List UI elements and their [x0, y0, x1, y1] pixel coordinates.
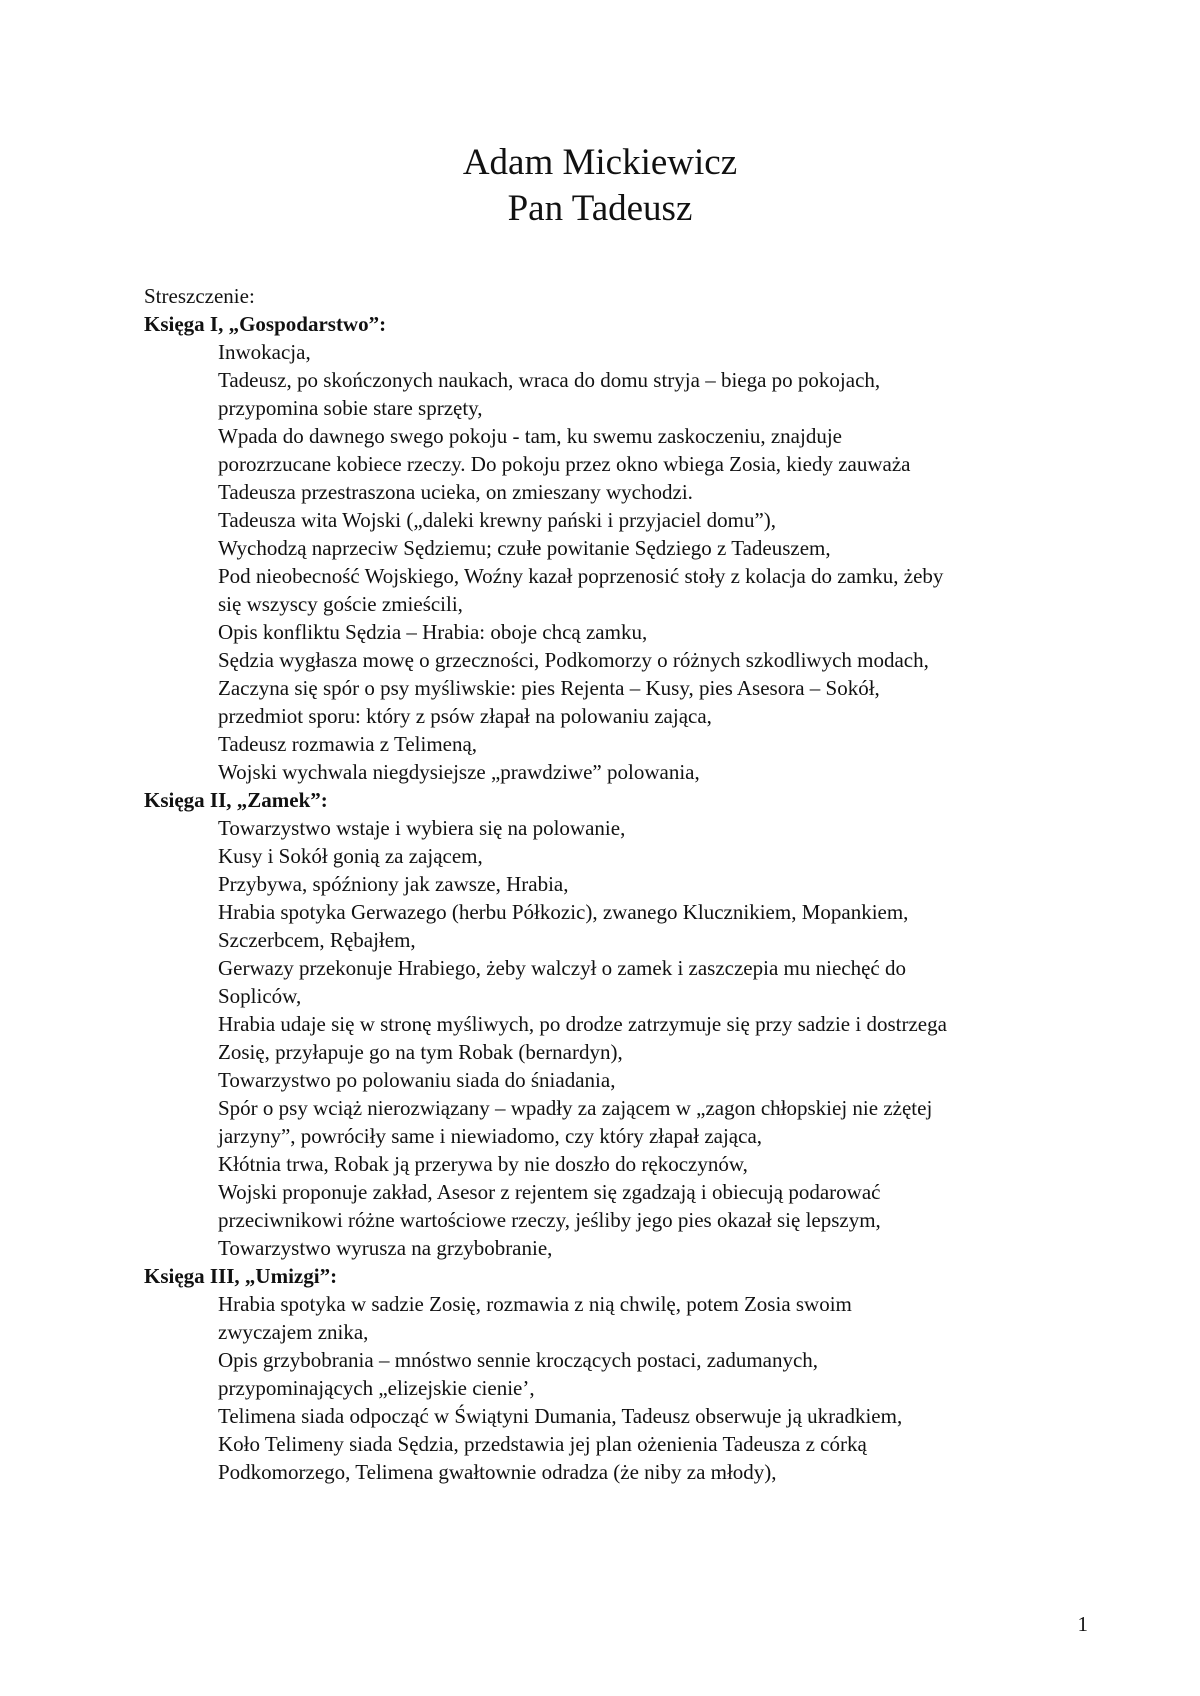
summary-entry	[218, 1010, 1084, 1066]
summary-entry	[218, 842, 1084, 870]
entry-line: przedmiot sporu: który z psów złapał na polowaniu zająca,	[218, 704, 712, 728]
entry-line: Tadeusza wita Wojski („daleki krewny pański i przyjaciel domu”),	[218, 508, 777, 532]
entry-line: Gerwazy przekonuje Hrabiego, żeby walczył o zamek i zaszczepia mu niechęć do	[218, 956, 906, 980]
entry-line: Hrabia spotyka w sadzie Zosię, rozmawia z nią chwilę, potem Zosia swoim	[218, 1292, 852, 1316]
author-name: Adam Mickiewicz	[462, 142, 738, 183]
entry-line: Pod nieobecność Wojskiego, Woźny kazał poprzenosić stoły z kolacja do zamku, żeby	[218, 564, 944, 588]
summary-entry	[218, 1234, 1084, 1262]
summary-entry	[218, 870, 1084, 898]
summary-content	[144, 282, 1084, 1486]
entry-line: Wojski wychwala niegdysiejsze „prawdziwe” polowania,	[218, 760, 700, 784]
entry-line: Zosię, przyłapuje go na tym Robak (bernardyn),	[218, 1040, 623, 1064]
entry-line: Przybywa, spóźniony jak zawsze, Hrabia,	[218, 872, 569, 896]
summary-entry	[218, 758, 1084, 786]
summary-entry	[218, 898, 1084, 954]
summary-entry	[218, 534, 1084, 562]
summary-entry	[218, 1094, 1084, 1150]
summary-entry	[218, 730, 1084, 758]
entry-line: Szczerbcem, Rębajłem,	[218, 928, 416, 952]
entry-line: zwyczajem znika,	[218, 1320, 369, 1344]
entry-line: Tadeusza przestraszona ucieka, on zmieszany wychodzi.	[218, 480, 693, 504]
summary-entry	[218, 814, 1084, 842]
summary-entry	[218, 422, 1084, 506]
entry-line: Kłótnia trwa, Robak ją przerywa by nie doszło do rękoczynów,	[218, 1152, 748, 1176]
summary-entry	[218, 1402, 1084, 1430]
entry-line: Sędzia wygłasza mowę o grzeczności, Podkomorzy o różnych szkodliwych modach,	[218, 648, 929, 672]
entry-line: Inwokacja,	[218, 340, 311, 364]
entry-line: Zaczyna się spór o psy myśliwskie: pies Rejenta – Kusy, pies Asesora – Sokół,	[218, 676, 880, 700]
entry-line: Spór o psy wciąż nierozwiązany – wpadły za zającem w „zagon chłopskiej nie zżętej	[218, 1096, 933, 1120]
summary-entry	[218, 1150, 1084, 1178]
entry-line: Opis konfliktu Sędzia – Hrabia: oboje chcą zamku,	[218, 620, 648, 644]
entry-line: Opis grzybobrania – mnóstwo sennie kroczących postaci, zadumanych,	[218, 1348, 819, 1372]
entry-line: Wychodzą naprzeciw Sędziemu; czułe powitanie Sędziego z Tadeuszem,	[218, 536, 831, 560]
entry-line: Tadeusz rozmawia z Telimeną,	[218, 732, 478, 756]
summary-entry	[218, 618, 1084, 646]
summary-entry	[218, 506, 1084, 534]
summary-entry	[218, 1346, 1084, 1402]
entry-line: Kusy i Sokół gonią za zającem,	[218, 844, 483, 868]
entry-line: Hrabia udaje się w stronę myśliwych, po drodze zatrzymuje się przy sadzie i dostrzega	[218, 1012, 947, 1036]
entry-line: się wszyscy goście zmieścili,	[218, 592, 463, 616]
entry-line: Wojski proponuje zakład, Asesor z rejentem się zgadzają i obiecują podarować	[218, 1180, 881, 1204]
book-heading: Księga I, „Gospodarstwo”:	[144, 312, 387, 336]
entry-line: Wpada do dawnego swego pokoju - tam, ku swemu zaskoczeniu, znajduje	[218, 424, 842, 448]
entry-line: Telimena siada odpocząć w Świątyni Dumania, Tadeusz obserwuje ją ukradkiem,	[218, 1404, 903, 1428]
summary-entry	[218, 646, 1084, 674]
summary-entry	[218, 1290, 1084, 1346]
entry-line: Sopliców,	[218, 984, 302, 1008]
entry-line: jarzyny”, powróciły same i niewiadomo, czy który złapał zająca,	[218, 1124, 763, 1148]
entry-line: Tadeusz, po skończonych naukach, wraca do domu stryja – biega po pokojach,	[218, 368, 881, 392]
summary-label: Streszczenie:	[144, 284, 255, 308]
entry-line: Towarzystwo wstaje i wybiera się na polowanie,	[218, 816, 626, 840]
entry-line: Hrabia spotyka Gerwazego (herbu Półkozic), zwanego Klucznikiem, Mopankiem,	[218, 900, 909, 924]
summary-entry	[218, 562, 1084, 618]
page-number: 1	[1077, 1612, 1088, 1636]
entry-line: Towarzystwo po polowaniu siada do śniadania,	[218, 1068, 616, 1092]
title-block	[0, 140, 1200, 232]
entry-line: Towarzystwo wyrusza na grzybobranie,	[218, 1236, 553, 1260]
summary-entry	[218, 1178, 1084, 1234]
book-heading: Księga III, „Umizgi”:	[144, 1264, 338, 1288]
entry-line: Podkomorzego, Telimena gwałtownie odradza (że niby za młody),	[218, 1460, 777, 1484]
summary-entry	[218, 674, 1084, 730]
summary-entry	[218, 954, 1084, 1010]
entry-line: przypominających „elizejskie cienie’,	[218, 1376, 535, 1400]
entry-line: przypomina sobie stare sprzęty,	[218, 396, 483, 420]
entry-line: przeciwnikowi różne wartościowe rzeczy, jeśliby jego pies okazał się lepszym,	[218, 1208, 881, 1232]
summary-entry	[218, 338, 1084, 366]
summary-entry	[218, 1430, 1084, 1486]
book-heading: Księga II, „Zamek”:	[144, 788, 328, 812]
document-title: Pan Tadeusz	[507, 188, 693, 229]
summary-entry	[218, 366, 1084, 422]
summary-entry	[218, 1066, 1084, 1094]
entry-line: porozrzucane kobiece rzeczy. Do pokoju przez okno wbiega Zosia, kiedy zauważa	[218, 452, 911, 476]
entry-line: Koło Telimeny siada Sędzia, przedstawia jej plan ożenienia Tadeusza z córką	[218, 1432, 867, 1456]
